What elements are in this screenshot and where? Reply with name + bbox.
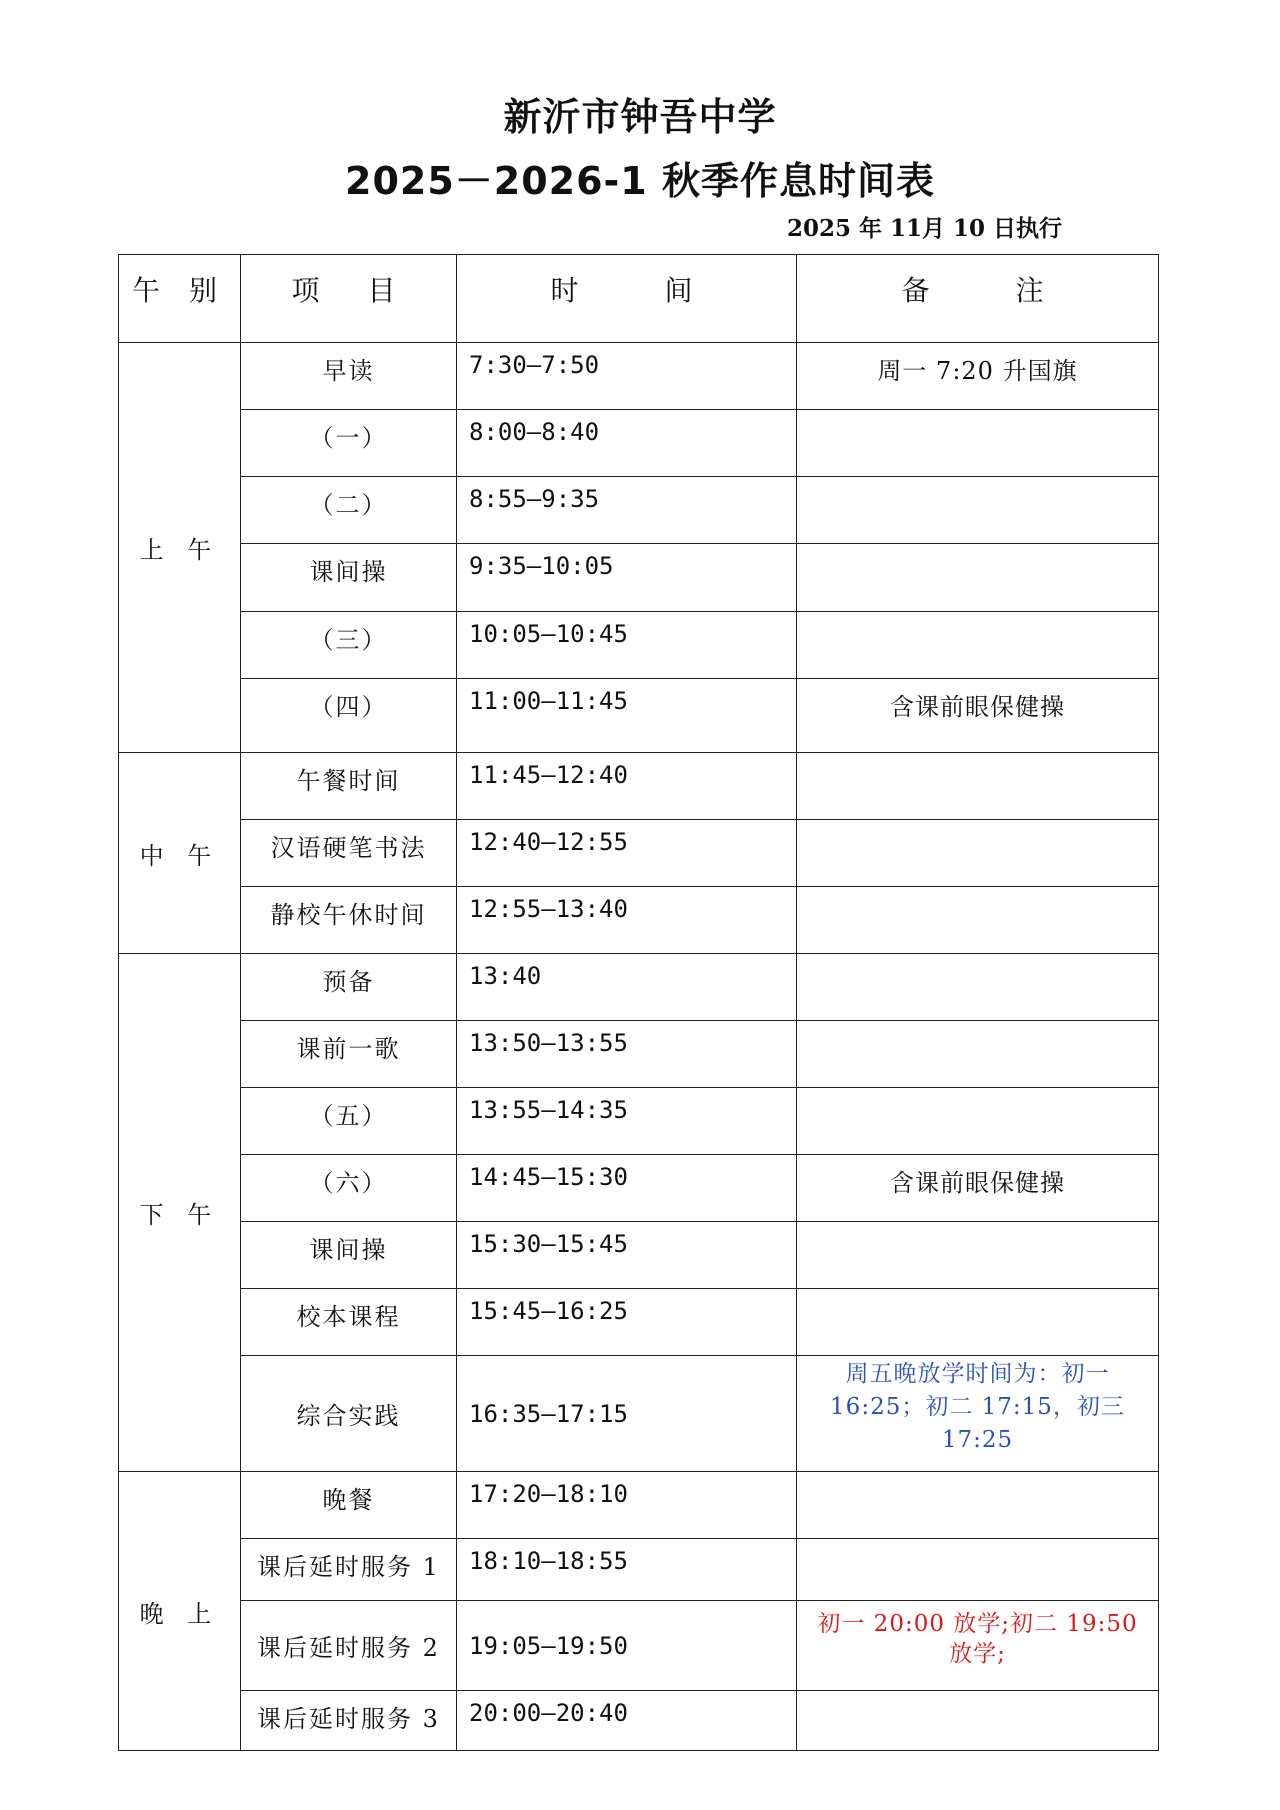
row-note [797, 1222, 1159, 1289]
row-time: 15:30—15:45 [457, 1222, 797, 1289]
table-row [119, 477, 1159, 544]
table-row [119, 544, 1159, 612]
row-time: 12:55—13:40 [457, 887, 797, 954]
row-note: 含课前眼保健操 [797, 1155, 1159, 1222]
table-header-row [119, 255, 1159, 343]
column-header-note: 备 注 [797, 255, 1159, 343]
row-item: 午餐时间 [241, 753, 457, 820]
row-time: 11:45—12:40 [457, 753, 797, 820]
row-note-friday-dismissal: 周五晚放学时间为：初一 16:25；初二 17:15，初三 17:25 [797, 1356, 1159, 1472]
table-row [119, 343, 1159, 410]
table-row [119, 1021, 1159, 1088]
row-time: 16:35—17:15 [457, 1356, 797, 1472]
schedule-table [118, 254, 1159, 1751]
row-item: 静校午休时间 [241, 887, 457, 954]
table-row [119, 1155, 1159, 1222]
row-note [797, 1021, 1159, 1088]
row-item: （一） [241, 410, 457, 477]
table-row [119, 1601, 1159, 1691]
row-note-evening-dismissal: 初一 20:00 放学;初二 19:50 放学; [797, 1601, 1159, 1691]
period-label-evening: 晚 上 [119, 1472, 241, 1751]
table-row [119, 820, 1159, 887]
column-header-time: 时 间 [457, 255, 797, 343]
row-time: 13:40 [457, 954, 797, 1021]
row-note [797, 1691, 1159, 1751]
row-item: 课后延时服务 3 [241, 1691, 457, 1751]
row-note [797, 820, 1159, 887]
row-time: 11:00—11:45 [457, 679, 797, 753]
table-row [119, 1356, 1159, 1472]
row-note [797, 1088, 1159, 1155]
row-item: 课前一歌 [241, 1021, 457, 1088]
row-time: 18:10—18:55 [457, 1539, 797, 1601]
table-row [119, 612, 1159, 679]
row-item: 课间操 [241, 1222, 457, 1289]
row-time: 13:55—14:35 [457, 1088, 797, 1155]
row-note [797, 887, 1159, 954]
table-row [119, 1472, 1159, 1539]
column-header-period: 午 别 [119, 255, 241, 343]
table-row [119, 679, 1159, 753]
row-time: 14:45—15:30 [457, 1155, 797, 1222]
schedule-title: 2025－2026-1 秋季作息时间表 [345, 159, 935, 203]
row-time: 12:40—12:55 [457, 820, 797, 887]
table-row [119, 1289, 1159, 1356]
row-item: 预备 [241, 954, 457, 1021]
row-time: 19:05—19:50 [457, 1601, 797, 1691]
row-note: 周一 7:20 升国旗 [797, 343, 1159, 410]
effective-date: 2025 年 11月 10 日执行 [786, 215, 1062, 242]
row-item: （六） [241, 1155, 457, 1222]
row-time: 17:20—18:10 [457, 1472, 797, 1539]
column-header-item: 项 目 [241, 255, 457, 343]
table-row [119, 1539, 1159, 1601]
row-time: 8:55—9:35 [457, 477, 797, 544]
table-row [119, 954, 1159, 1021]
table-row [119, 753, 1159, 820]
row-note: 含课前眼保健操 [797, 679, 1159, 753]
row-note [797, 1289, 1159, 1356]
table-row [119, 1222, 1159, 1289]
row-note [797, 753, 1159, 820]
row-item: （四） [241, 679, 457, 753]
row-item: 汉语硬笔书法 [241, 820, 457, 887]
row-note [797, 954, 1159, 1021]
row-note [797, 477, 1159, 544]
table-row [119, 1088, 1159, 1155]
row-time: 10:05—10:45 [457, 612, 797, 679]
row-item: 课后延时服务 2 [241, 1601, 457, 1691]
period-label-noon: 中 午 [119, 753, 241, 954]
row-note [797, 1539, 1159, 1601]
row-item: 校本课程 [241, 1289, 457, 1356]
row-note [797, 544, 1159, 612]
row-time: 7:30—7:50 [457, 343, 797, 410]
school-name: 新沂市钟吾中学 [503, 95, 777, 139]
row-item: 综合实践 [241, 1356, 457, 1472]
row-note [797, 410, 1159, 477]
row-time: 9:35—10:05 [457, 544, 797, 612]
table-row [119, 1691, 1159, 1751]
row-item: 课间操 [241, 544, 457, 612]
row-item: （五） [241, 1088, 457, 1155]
row-note [797, 1472, 1159, 1539]
row-time: 13:50—13:55 [457, 1021, 797, 1088]
table-row [119, 410, 1159, 477]
row-time: 15:45—16:25 [457, 1289, 797, 1356]
period-label-morning: 上 午 [119, 343, 241, 753]
row-item: 课后延时服务 1 [241, 1539, 457, 1601]
period-label-afternoon: 下 午 [119, 954, 241, 1472]
table-row [119, 887, 1159, 954]
row-item: （三） [241, 612, 457, 679]
row-time: 8:00—8:40 [457, 410, 797, 477]
row-time: 20:00—20:40 [457, 1691, 797, 1751]
row-note [797, 612, 1159, 679]
row-item: （二） [241, 477, 457, 544]
row-item: 早读 [241, 343, 457, 410]
row-item: 晚餐 [241, 1472, 457, 1539]
